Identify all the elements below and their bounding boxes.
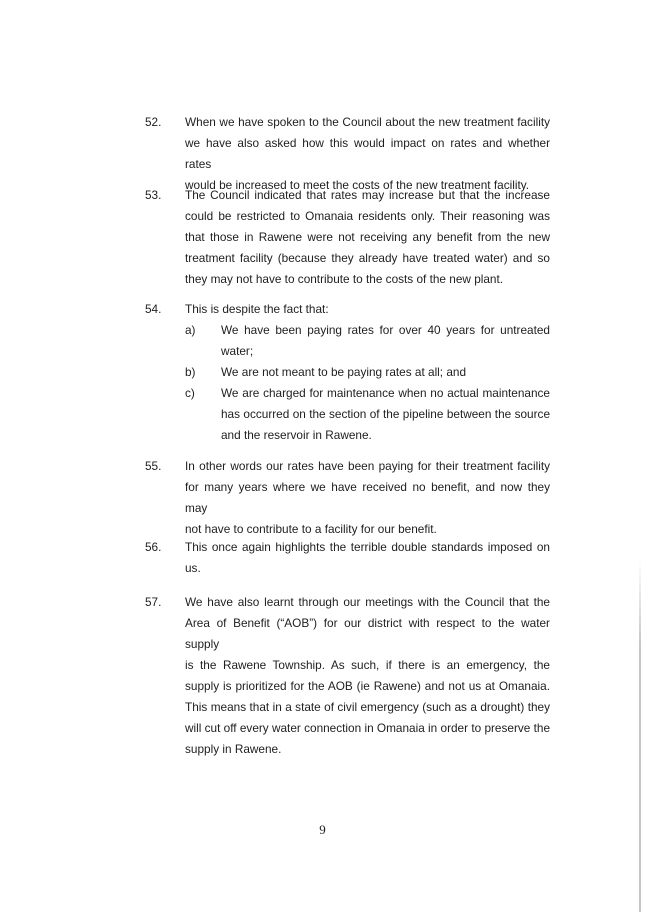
text-line: would be increased to meet the costs of the new treatment facility. <box>185 178 530 192</box>
paragraph-body <box>185 185 550 290</box>
paragraph-body <box>185 592 550 760</box>
text-line: we have also asked how this would impact on rates and whether rates <box>185 136 550 171</box>
paragraph-55 <box>145 456 550 540</box>
text-line: not have to contribute to a facility for our benefit. <box>185 522 437 536</box>
list-item-c <box>185 383 550 446</box>
paragraph-56 <box>145 537 550 579</box>
scan-edge-shadow <box>639 560 641 912</box>
paragraph-body <box>185 537 550 579</box>
paragraph-number: 54. <box>145 302 162 316</box>
text-line: treatment facility (because they already have treated water) and so <box>185 251 550 265</box>
text-line: We are not meant to be paying rates at all; and <box>221 365 467 379</box>
paragraph-body <box>185 112 550 196</box>
text-line: could be restricted to Omanaia residents only. Their reasoning was <box>185 209 550 223</box>
list-item-a <box>185 320 550 362</box>
text-line: This once again highlights the terrible double standards imposed on <box>185 540 550 554</box>
text-line: We have been paying rates for over 40 years for untreated <box>221 323 550 337</box>
text-line: Area of Benefit (“AOB”) for our district with respect to the water supply <box>185 616 550 651</box>
text-line: water; <box>221 344 254 358</box>
text-line: In other words our rates have been paying for their treatment facility <box>185 459 550 473</box>
list-item-label: b) <box>185 365 196 379</box>
paragraph-number: 55. <box>145 459 162 473</box>
text-line: and the reservoir in Rawene. <box>221 428 372 442</box>
text-line: that those in Rawene were not receiving any benefit from the new <box>185 230 550 244</box>
text-line: supply is prioritized for the AOB (ie Rawene) and not us at Omanaia. <box>185 679 550 693</box>
text-line: We are charged for maintenance when no actual maintenance <box>221 386 550 400</box>
text-line: for many years where we have received no benefit, and now they may <box>185 480 550 515</box>
paragraph-52 <box>145 112 550 196</box>
text-line: This is despite the fact that: <box>185 302 329 316</box>
text-line: We have also learnt through our meetings with the Council that the <box>185 595 550 609</box>
text-line: The Council indicated that rates may increase but that the increase <box>185 188 550 202</box>
list-item-b <box>185 362 550 383</box>
text-line: has occurred on the section of the pipeline between the source <box>221 407 550 421</box>
paragraph-54 <box>145 299 550 446</box>
paragraph-body <box>185 456 550 540</box>
list-item-label: a) <box>185 323 196 337</box>
text-line: us. <box>185 561 201 575</box>
paragraph-number: 56. <box>145 540 162 554</box>
text-line: supply in Rawene. <box>185 742 282 756</box>
paragraph-number: 53. <box>145 188 162 202</box>
paragraph-body <box>185 299 550 320</box>
paragraph-number: 57. <box>145 595 162 609</box>
text-line: they may not have to contribute to the costs of the new plant. <box>185 272 504 286</box>
paragraph-57 <box>145 592 550 760</box>
list-item-label: c) <box>185 386 195 400</box>
text-line: will cut off every water connection in Omanaia in order to preserve the <box>185 721 551 735</box>
paragraph-number: 52. <box>145 115 162 129</box>
text-line: This means that in a state of civil emergency (such as a drought) they <box>185 700 550 714</box>
paragraph-53 <box>145 185 550 290</box>
text-line: is the Rawene Township. As such, if there is an emergency, the <box>185 658 550 672</box>
page-number: 9 <box>319 822 326 837</box>
text-line: When we have spoken to the Council about the new treatment facility <box>185 115 550 129</box>
